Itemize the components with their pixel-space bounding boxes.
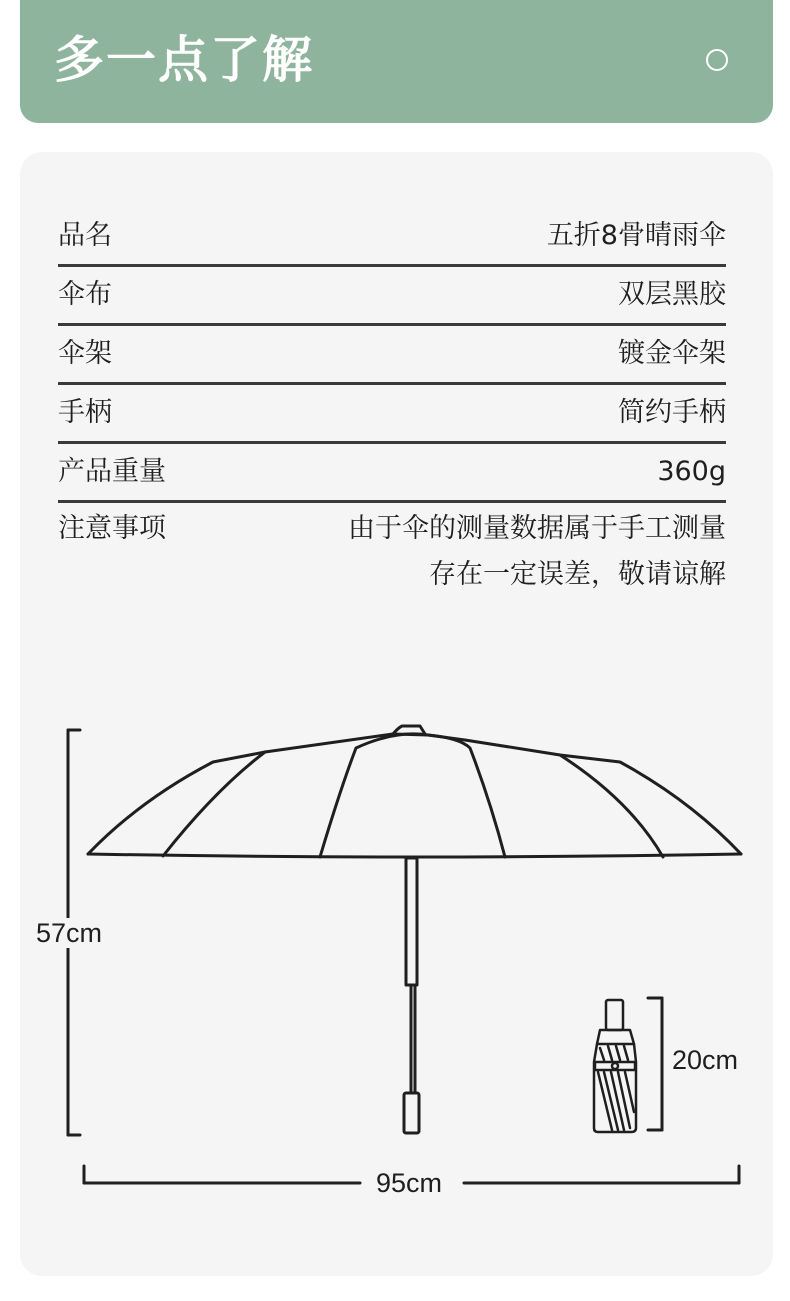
height-open-label: 57cm [36, 918, 103, 948]
spec-label: 产品重量 [58, 456, 166, 487]
spec-value: 双层黑胶 [618, 279, 726, 310]
spec-value: 镀金伞架 [618, 338, 726, 369]
notice-line-2: 存在一定误差，敬请谅解 [429, 559, 726, 590]
spec-label: 伞布 [58, 279, 112, 310]
spec-value: 五折8骨晴雨伞 [546, 220, 726, 251]
spec-label: 品名 [58, 220, 112, 251]
notice-label: 注意事项 [58, 513, 166, 544]
header-title: 多一点了解 [54, 31, 314, 89]
height-bracket-folded [648, 998, 662, 1130]
spec-label: 手柄 [58, 397, 112, 428]
notice-line-1: 由于伞的测量数据属于手工测量 [348, 513, 726, 544]
umbrella-open-icon [88, 726, 741, 1133]
height-folded-label: 20cm [672, 1045, 739, 1075]
spec-value: 简约手柄 [618, 397, 726, 428]
umbrella-folded-icon [594, 1000, 636, 1132]
spec-value: 360g [657, 456, 726, 487]
spec-label: 伞架 [58, 338, 112, 369]
width-open-label: 95cm [376, 1168, 443, 1198]
